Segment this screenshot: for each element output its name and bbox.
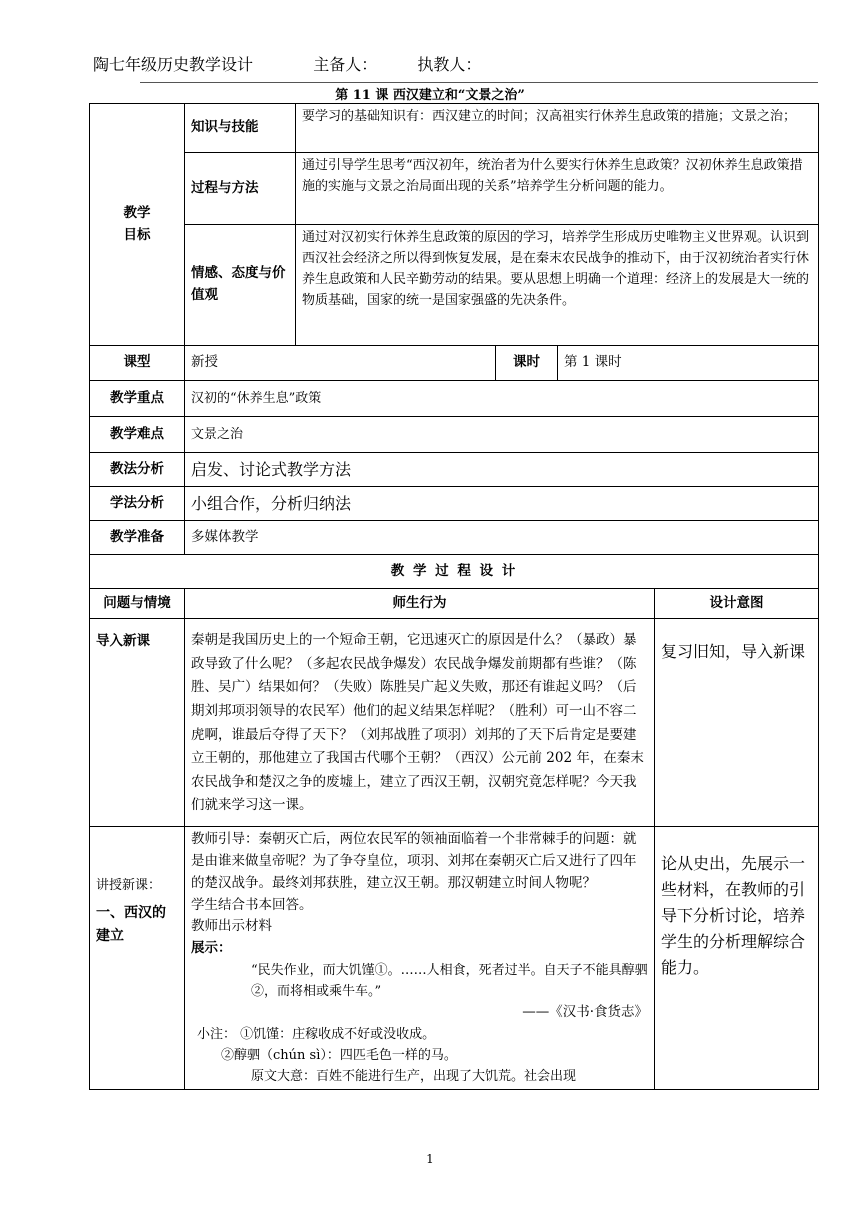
lesson-plan-table bbox=[89, 103, 819, 1090]
objective-text: 通过引导学生思考“西汉初年，统治者为什么要实行休养生息政策？汉初休养生息政策措施的实施与文景之治局面出现的关系”培养学生分析问题的能力。 bbox=[296, 153, 819, 225]
section1-label-pre: 讲授新课： bbox=[96, 878, 162, 893]
course-type-row bbox=[90, 346, 819, 381]
study-method-label: 学法分析 bbox=[90, 487, 185, 521]
column-header-intent: 设计意图 bbox=[655, 589, 819, 619]
method-label: 教法分析 bbox=[90, 453, 185, 487]
section1-row bbox=[90, 827, 819, 1090]
section1-note1: 小注： ①饥馑：庄稼收成不好或没收成。 bbox=[197, 1027, 436, 1043]
section1-meaning: 原文大意：百姓不能进行生产，出现了大饥荒。社会出现 bbox=[251, 1069, 577, 1085]
page-header bbox=[93, 52, 481, 75]
study-method-value: 小组合作，分析归纳法 bbox=[185, 487, 819, 521]
difficulty-label: 教学难点 bbox=[90, 417, 185, 453]
section1-quote: “民失作业，而大饥馑①。……人相食，死者过半。自天子不能具醇驷②，而将相或乘牛车。” bbox=[251, 963, 648, 1000]
section1-guide: 教师引导：秦朝灭亡后，两位农民军的领袖面临着一个非常棘手的问题：就是由谁来做皇帝呢？为了争夺皇位，项羽、刘邦在秦朝灭亡后又进行了四年的楚汉战争。最终刘邦获胜，建立汉王朝。那汉朝建立时间人物呢？ bbox=[191, 831, 637, 891]
section1-show: 展示： bbox=[191, 940, 232, 957]
preparation-row bbox=[90, 521, 819, 555]
objectives-label-sub: 目标 bbox=[123, 226, 151, 243]
preparation-value: 多媒体教学 bbox=[185, 521, 819, 555]
column-header-activity: 师生行为 bbox=[185, 589, 655, 619]
section1-source: ——《汉书·食货志》 bbox=[522, 1004, 648, 1021]
method-row bbox=[90, 453, 819, 487]
header-rule bbox=[140, 82, 818, 83]
header-preparer: 主备人： bbox=[313, 55, 378, 74]
objective-row-knowledge bbox=[90, 104, 819, 153]
header-teacher: 执教人： bbox=[417, 55, 482, 74]
key-point-label: 教学重点 bbox=[90, 381, 185, 417]
intro-intent: 复习旧知，导入新课 bbox=[655, 619, 819, 827]
period-label: 课时 bbox=[496, 346, 558, 381]
objective-text: 要学习的基础知识有：西汉建立的时间；汉高祖实行休养生息政策的措施；文景之治； bbox=[296, 104, 819, 153]
method-value: 启发、讨论式教学方法 bbox=[185, 453, 819, 487]
process-header-row bbox=[90, 589, 819, 619]
objective-row-process bbox=[90, 153, 819, 225]
objective-label: 情感、态度与价值观 bbox=[185, 225, 296, 346]
objective-label: 过程与方法 bbox=[185, 153, 296, 225]
objective-text: 通过对汉初实行休养生息政策的原因的学习，培养学生形成历史唯物主义世界观。认识到西汉社会经济之所以得到恢复发展，是在秦末农民战争的推动下，由于汉初统治者实行休养生息政策和人民辛勤劳动的结果。要从思想上明确一个道理：经济上的发展是大一统的物质基础，国家的统一是国家强盛的先决条件。 bbox=[296, 225, 819, 346]
difficulty-value: 文景之治 bbox=[185, 417, 819, 453]
study-method-row bbox=[90, 487, 819, 521]
intro-text: 秦朝是我国历史上的一个短命王朝，它迅速灭亡的原因是什么？（暴政）暴政导致了什么呢？（多起农民战争爆发）农民战争爆发前期都有些谁？（陈胜、吴广）结果如何？（失败）陈胜吴广起义失败，那还有谁起义吗？（后期刘邦项羽领导的农民军）他们的起义结果怎样呢？（胜利）可一山不容二虎啊，谁最后夺得了天下？（刘邦战胜了项羽）刘邦的了天下后肯定是要建立王朝的，那他建立了我国古代哪个王朝？（西汉）公元前 202 年，在秦末农民战争和楚汉之争的废墟上，建立了西汉王朝，汉朝究竟怎样呢？今天我们就来学习这一课。 bbox=[185, 619, 655, 827]
period-value: 第 1 课时 bbox=[558, 346, 819, 381]
lesson-title: 第 11 课 西汉建立和“文景之治” bbox=[335, 88, 525, 103]
section1-label: 一、西汉的建立 bbox=[96, 905, 166, 944]
section1-intent: 论从史出，先展示一些材料，在教师的引导下分析讨论，培养学生的分析理解综合能力。 bbox=[655, 827, 819, 1090]
course-type-label: 课型 bbox=[90, 346, 185, 381]
objective-label: 知识与技能 bbox=[185, 104, 296, 153]
header-title: 陶七年级历史教学设计 bbox=[93, 55, 254, 74]
key-point-value: 汉初的“休养生息”政策 bbox=[185, 381, 819, 417]
section1-answer: 学生结合书本回答。 bbox=[191, 896, 313, 913]
intro-label: 导入新课 bbox=[90, 619, 185, 827]
objective-row-emotion bbox=[90, 225, 819, 346]
page-number: 1 bbox=[426, 1152, 434, 1166]
intro-row bbox=[90, 619, 819, 827]
preparation-label: 教学准备 bbox=[90, 521, 185, 555]
section1-material: 教师出示材料 bbox=[191, 918, 272, 935]
process-title-row bbox=[90, 555, 819, 589]
objectives-label-main: 教学 bbox=[123, 204, 151, 221]
section1-content bbox=[185, 827, 655, 1090]
column-header-context: 问题与情境 bbox=[90, 589, 185, 619]
key-point-row bbox=[90, 381, 819, 417]
process-title: 教 学 过 程 设 计 bbox=[90, 555, 819, 589]
section1-label-cell bbox=[90, 827, 185, 1090]
objectives-label-cell bbox=[90, 104, 185, 346]
difficulty-row bbox=[90, 417, 819, 453]
course-type-value: 新授 bbox=[185, 346, 496, 381]
section1-note2: ②醇驷（chún sì）：四匹毛色一样的马。 bbox=[221, 1048, 457, 1064]
